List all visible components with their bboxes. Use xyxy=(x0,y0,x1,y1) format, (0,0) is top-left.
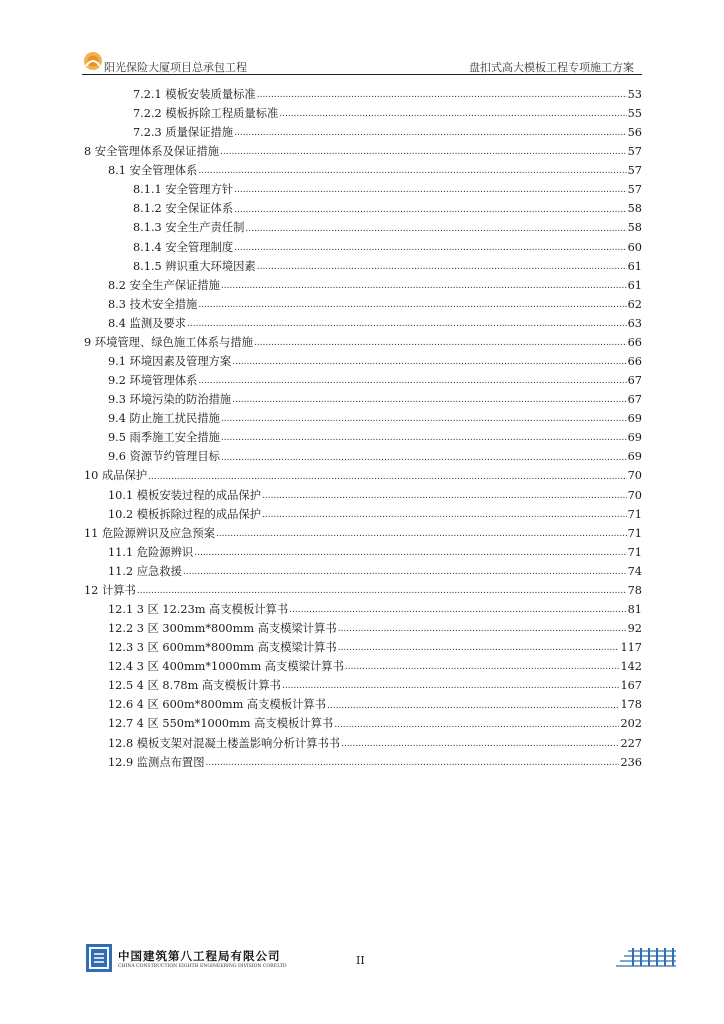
toc-dot-leader xyxy=(148,473,626,482)
toc-entry-page: 58 xyxy=(627,221,642,235)
toc-entry[interactable] xyxy=(84,219,642,238)
toc-dot-leader xyxy=(137,587,627,596)
toc-entry-page: 78 xyxy=(627,583,642,597)
toc-entry[interactable] xyxy=(84,543,642,562)
toc-entry-page: 61 xyxy=(627,278,642,292)
toc-entry-page: 61 xyxy=(627,259,642,273)
toc-entry[interactable] xyxy=(84,638,642,657)
toc-entry-title: 11.2 应急救援 xyxy=(108,564,182,578)
toc-dot-leader xyxy=(216,530,627,539)
toc-entry-page: 60 xyxy=(627,240,642,254)
toc-entry-title: 8.2 安全生产保证措施 xyxy=(108,278,220,292)
toc-entry[interactable] xyxy=(84,104,642,123)
toc-entry[interactable] xyxy=(84,314,642,333)
toc-entry-title: 12 计算书 xyxy=(84,583,136,597)
toc-dot-leader xyxy=(221,434,627,443)
toc-dot-leader xyxy=(254,339,627,348)
toc-entry[interactable] xyxy=(84,390,642,409)
toc-entry-title: 9.2 环境管理体系 xyxy=(108,374,198,388)
toc-entry[interactable] xyxy=(84,753,642,772)
toc-entry[interactable] xyxy=(84,352,642,371)
toc-entry-page: 227 xyxy=(620,736,642,750)
toc-entry[interactable] xyxy=(84,428,642,447)
toc-dot-leader xyxy=(221,282,627,291)
footer-company-english-name: CHINA CONSTRUCTION EIGHTH ENGINEERING DIVISION CORP.LTD xyxy=(118,964,287,969)
toc-entry[interactable] xyxy=(84,600,642,619)
toc-entry-title: 12.3 3 区 600mm*800mm 高支模梁计算书 xyxy=(108,641,337,655)
toc-entry-title: 12.7 4 区 550m*1000mm 高支模板计算书 xyxy=(108,717,334,731)
toc-entry-page: 167 xyxy=(620,679,642,693)
header-project-name: 阳光保险大厦项目总承包工程 xyxy=(104,61,247,74)
header-document-title: 盘扣式高大模板工程专项施工方案 xyxy=(469,61,634,74)
toc-entry-title: 12.2 3 区 300mm*800mm 高支模梁计算书 xyxy=(108,622,337,636)
toc-dot-leader xyxy=(234,129,627,138)
toc-dot-leader xyxy=(232,358,626,367)
toc-entry[interactable] xyxy=(84,180,642,199)
toc-entry-page: 57 xyxy=(627,145,642,159)
toc-entry-title: 8.4 监测及要求 xyxy=(108,316,187,330)
page-number: II xyxy=(356,954,365,967)
toc-dot-leader xyxy=(279,110,626,119)
toc-entry-page: 70 xyxy=(627,469,642,483)
toc-entry[interactable] xyxy=(84,562,642,581)
toc-dot-leader xyxy=(183,568,627,577)
toc-entry-title: 8.1.1 安全管理方针 xyxy=(133,183,234,197)
toc-entry-title: 8.1.2 安全保证体系 xyxy=(133,202,234,216)
toc-entry[interactable] xyxy=(84,161,642,180)
table-of-contents xyxy=(84,85,642,772)
toc-entry-title: 8.1.5 辨识重大环境因素 xyxy=(133,259,256,273)
toc-entry-title: 12.9 监测点布置图 xyxy=(108,755,205,769)
toc-entry-page: 69 xyxy=(627,412,642,426)
toc-dot-leader xyxy=(194,549,626,558)
toc-dot-leader xyxy=(198,301,626,310)
toc-entry-title: 9.4 防止施工扰民措施 xyxy=(108,412,220,426)
toc-entry-page: 236 xyxy=(620,755,642,769)
toc-entry-title: 12.6 4 区 600m*800mm 高支模板计算书 xyxy=(108,698,326,712)
footer-company-name: 中国建筑第八工程局有限公司 xyxy=(118,949,281,963)
toc-entry-page: 81 xyxy=(627,603,642,616)
toc-dot-leader xyxy=(345,663,620,672)
toc-dot-leader xyxy=(220,148,627,157)
toc-entry-page: 56 xyxy=(627,126,642,140)
toc-entry-title: 9.1 环境因素及管理方案 xyxy=(108,354,232,368)
toc-entry[interactable] xyxy=(84,581,642,600)
toc-entry-page: 71 xyxy=(627,507,642,521)
toc-entry-page: 57 xyxy=(627,183,642,197)
toc-dot-leader xyxy=(257,263,627,272)
toc-dot-leader xyxy=(282,682,619,691)
toc-entry[interactable] xyxy=(84,257,642,276)
toc-dot-leader xyxy=(234,206,627,215)
toc-dot-leader xyxy=(262,492,627,501)
toc-entry-page: 69 xyxy=(627,431,642,445)
toc-dot-leader xyxy=(234,244,627,253)
toc-entry-title: 12.5 4 区 8.78m 高支模板计算书 xyxy=(108,679,281,693)
toc-entry[interactable] xyxy=(84,276,642,295)
toc-entry-title: 7.2.1 模板安装质量标准 xyxy=(133,87,256,101)
toc-dot-leader xyxy=(341,740,619,749)
toc-dot-leader xyxy=(334,721,619,730)
toc-dot-leader xyxy=(338,625,627,634)
toc-dot-leader xyxy=(289,606,626,615)
toc-entry[interactable] xyxy=(84,715,642,734)
toc-entry-page: 62 xyxy=(627,297,642,311)
toc-entry-title: 12.8 模板支架对混凝土楼盖影响分析计算书书 xyxy=(108,736,341,750)
toc-entry-title: 12.1 3 区 12.23m 高支模板计算书 xyxy=(108,603,289,616)
toc-entry[interactable] xyxy=(84,505,642,524)
toc-entry[interactable] xyxy=(84,447,642,466)
toc-entry-page: 67 xyxy=(627,393,642,407)
page-footer xyxy=(0,940,724,980)
toc-dot-leader xyxy=(327,702,619,711)
toc-entry-page: 70 xyxy=(627,488,642,502)
toc-entry-title: 10 成品保护 xyxy=(84,469,148,483)
toc-entry-title: 11 危险源辨识及应急预案 xyxy=(84,526,215,540)
toc-entry-title: 8.1 安全管理体系 xyxy=(108,164,198,178)
toc-entry-page: 69 xyxy=(627,450,642,464)
toc-entry-title: 11.1 危险源辨识 xyxy=(108,545,194,559)
toc-entry-page: 66 xyxy=(627,335,642,349)
toc-entry-title: 8.1.3 安全生产责任制 xyxy=(133,221,245,235)
header-divider xyxy=(82,74,642,75)
toc-entry-title: 8.1.4 安全管理制度 xyxy=(133,240,234,254)
toc-dot-leader xyxy=(257,91,627,100)
toc-entry-page: 142 xyxy=(620,660,642,674)
toc-dot-leader xyxy=(187,320,627,329)
toc-entry-page: 71 xyxy=(627,545,642,559)
toc-dot-leader xyxy=(206,759,620,768)
toc-entry-page: 178 xyxy=(620,698,642,712)
toc-entry-page: 92 xyxy=(627,622,642,636)
toc-entry-page: 57 xyxy=(627,164,642,178)
sun-insurance-logo-icon xyxy=(82,50,104,72)
toc-dot-leader xyxy=(232,396,626,405)
toc-entry-title: 10.2 模板拆除过程的成品保护 xyxy=(108,507,262,521)
toc-entry[interactable] xyxy=(84,333,642,352)
toc-entry-page: 63 xyxy=(627,316,642,330)
toc-entry-page: 67 xyxy=(627,374,642,388)
toc-entry-title: 10.1 模板安装过程的成品保护 xyxy=(108,488,262,502)
toc-dot-leader xyxy=(234,186,627,195)
toc-entry-page: 202 xyxy=(620,717,642,731)
toc-entry[interactable] xyxy=(84,524,642,543)
toc-dot-leader xyxy=(245,225,626,234)
toc-dot-leader xyxy=(198,377,626,386)
toc-entry[interactable] xyxy=(84,467,642,486)
toc-entry[interactable] xyxy=(84,486,642,505)
toc-entry-title: 12.4 3 区 400mm*1000mm 高支模梁计算书 xyxy=(108,660,344,674)
toc-entry[interactable] xyxy=(84,734,642,753)
toc-entry[interactable] xyxy=(84,409,642,428)
toc-entry-title: 7.2.2 模板拆除工程质量标准 xyxy=(133,106,279,120)
toc-entry-page: 58 xyxy=(627,202,642,216)
toc-entry[interactable] xyxy=(84,295,642,314)
toc-entry-title: 9 环境管理、绿色施工体系与措施 xyxy=(84,335,253,349)
toc-entry-page: 74 xyxy=(627,564,642,578)
toc-entry-title: 9.6 资源节约管理目标 xyxy=(108,450,220,464)
toc-entry[interactable] xyxy=(84,85,642,104)
cscec-logo-icon xyxy=(86,944,112,972)
toc-entry-title: 9.5 雨季施工安全措施 xyxy=(108,431,220,445)
toc-entry[interactable] xyxy=(84,123,642,142)
toc-entry[interactable] xyxy=(84,657,642,676)
toc-dot-leader xyxy=(262,511,627,520)
toc-dot-leader xyxy=(221,415,627,424)
toc-entry[interactable] xyxy=(84,676,642,695)
page-header xyxy=(82,46,642,76)
building-graphic-icon xyxy=(614,946,680,970)
toc-entry-page: 55 xyxy=(627,106,642,120)
toc-entry-title: 9.3 环境污染的防治措施 xyxy=(108,393,232,407)
toc-entry-page: 53 xyxy=(627,87,642,101)
toc-entry-title: 7.2.3 质量保证措施 xyxy=(133,126,234,140)
toc-entry-page: 71 xyxy=(627,526,642,540)
toc-entry-title: 8 安全管理体系及保证措施 xyxy=(84,145,220,159)
toc-dot-leader xyxy=(221,454,627,463)
toc-entry-page: 66 xyxy=(627,354,642,368)
toc-entry-page: 117 xyxy=(620,641,642,655)
toc-entry-title: 8.3 技术安全措施 xyxy=(108,297,198,311)
toc-entry[interactable] xyxy=(84,142,642,161)
toc-entry[interactable] xyxy=(84,371,642,390)
toc-dot-leader xyxy=(338,644,620,653)
toc-entry[interactable] xyxy=(84,696,642,715)
toc-entry[interactable] xyxy=(84,238,642,257)
toc-entry[interactable] xyxy=(84,199,642,218)
toc-entry[interactable] xyxy=(84,619,642,638)
toc-dot-leader xyxy=(198,167,626,176)
